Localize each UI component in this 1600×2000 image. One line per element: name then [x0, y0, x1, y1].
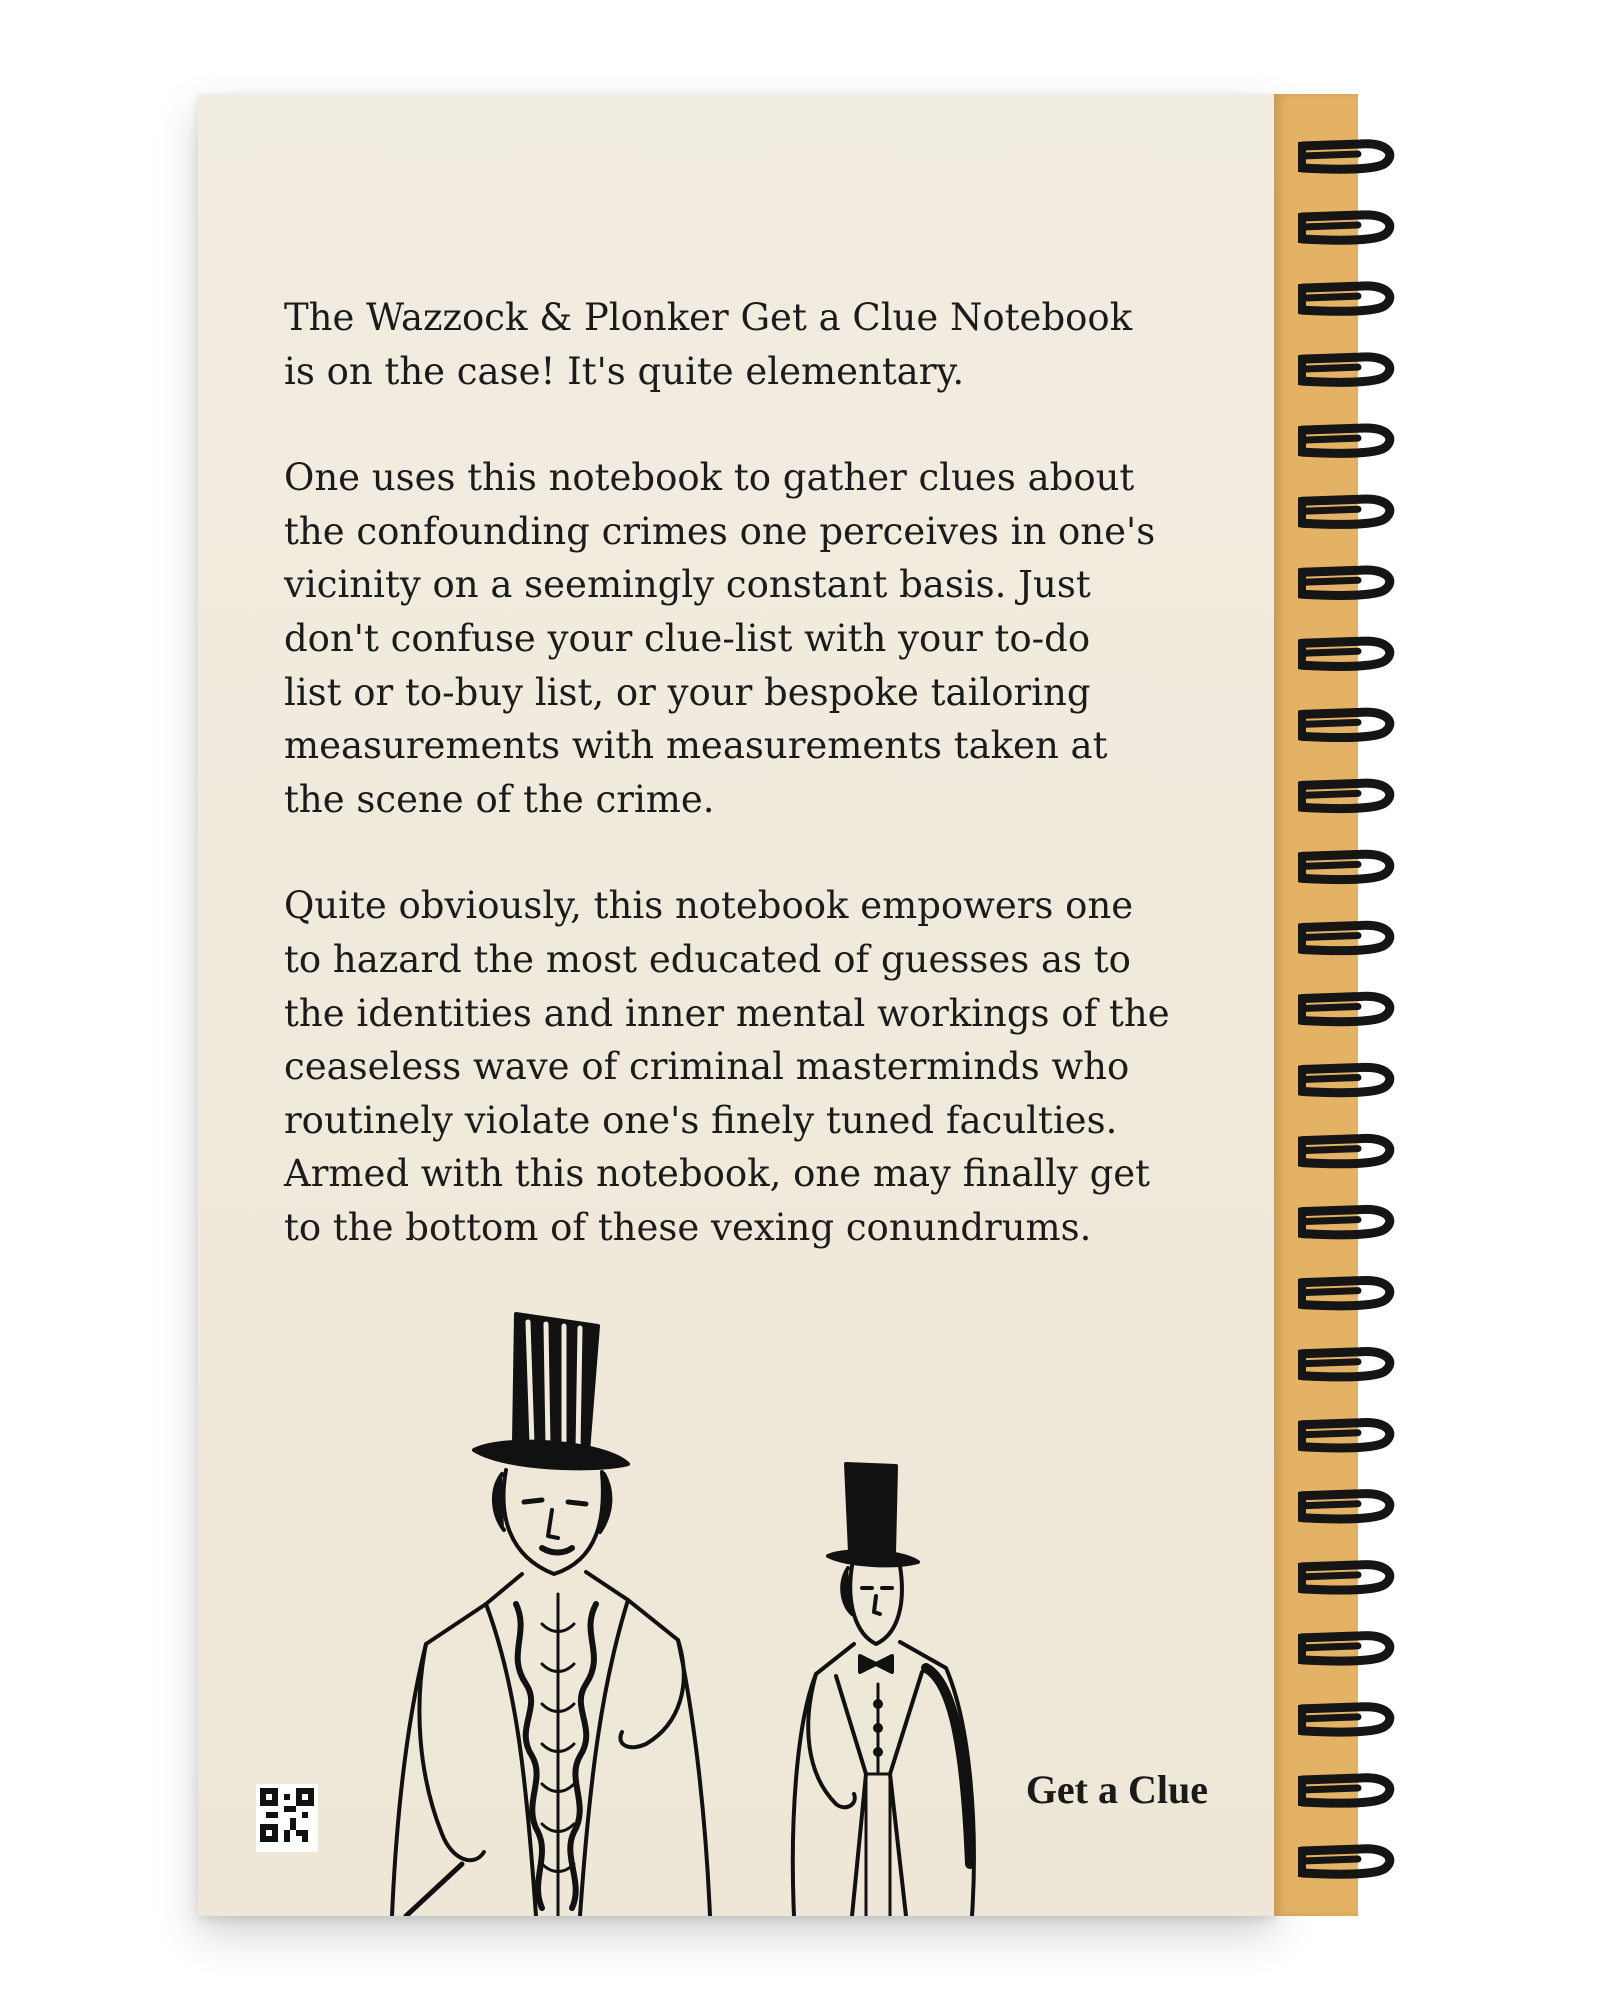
spiral-coil — [1298, 781, 1390, 811]
spiral-coil — [1298, 1066, 1390, 1096]
spiral-coil — [1298, 355, 1390, 385]
cover-title-get-a-clue: Get a Clue — [1025, 1767, 1208, 1812]
spiral-coil — [1298, 284, 1390, 314]
spiral-coil — [1298, 1634, 1390, 1664]
cover-description — [284, 291, 1244, 1308]
spiral-coil — [1298, 710, 1390, 740]
paragraph-purpose: One uses this notebook to gather clues about the confounding crimes one perceives in one's vicinity on a seemingly constant basis. Just don't confuse your clue-list with your to-do list or to-buy list, or your bespoke tailoring measurements with measurements taken at the scene of the crime. — [284, 456, 1156, 821]
spiral-coil — [1298, 1208, 1390, 1238]
left-gentleman-figure — [392, 1314, 710, 1916]
spiral-coil — [1298, 1137, 1390, 1167]
spiral-coil — [1298, 1847, 1390, 1877]
spiral-coil — [1298, 1492, 1390, 1522]
spiral-coil — [1298, 1350, 1390, 1380]
spiral-coil — [1298, 1776, 1390, 1806]
spiral-coil — [1298, 1563, 1390, 1593]
spiral-coil — [1298, 497, 1390, 527]
spiral-coil — [1298, 426, 1390, 456]
spiral-coil — [1298, 639, 1390, 669]
qr-code-icon — [256, 1784, 318, 1852]
spiral-coil — [1298, 1279, 1390, 1309]
right-gentleman-figure — [793, 1464, 974, 1916]
victorian-gentlemen-illustration — [366, 1304, 1066, 1916]
paragraph-conclusion: Quite obviously, this notebook empowers one to hazard the most educated of guesses as to the identities and inner mental workings of the ceaseless wave of criminal masterminds who routinely violate one's finely tuned faculties. Armed with this notebook, one may finally get to the bottom of these vexing conundrums. — [284, 884, 1170, 1249]
spiral-coil — [1298, 852, 1390, 882]
spiral-coil — [1298, 1705, 1390, 1735]
spiral-coil — [1298, 1421, 1390, 1451]
spiral-coil — [1298, 213, 1390, 243]
spiral-coil — [1298, 923, 1390, 953]
paragraph-intro: The Wazzock & Plonker Get a Clue Notebook is on the case! It's quite elementary. — [284, 296, 1133, 393]
spiral-binding — [1298, 94, 1398, 1916]
spiral-coil — [1298, 995, 1390, 1025]
spiral-coil — [1298, 142, 1390, 172]
notebook-back-cover — [198, 94, 1274, 1916]
spiral-notebook — [198, 94, 1360, 1916]
spiral-coil — [1298, 568, 1390, 598]
